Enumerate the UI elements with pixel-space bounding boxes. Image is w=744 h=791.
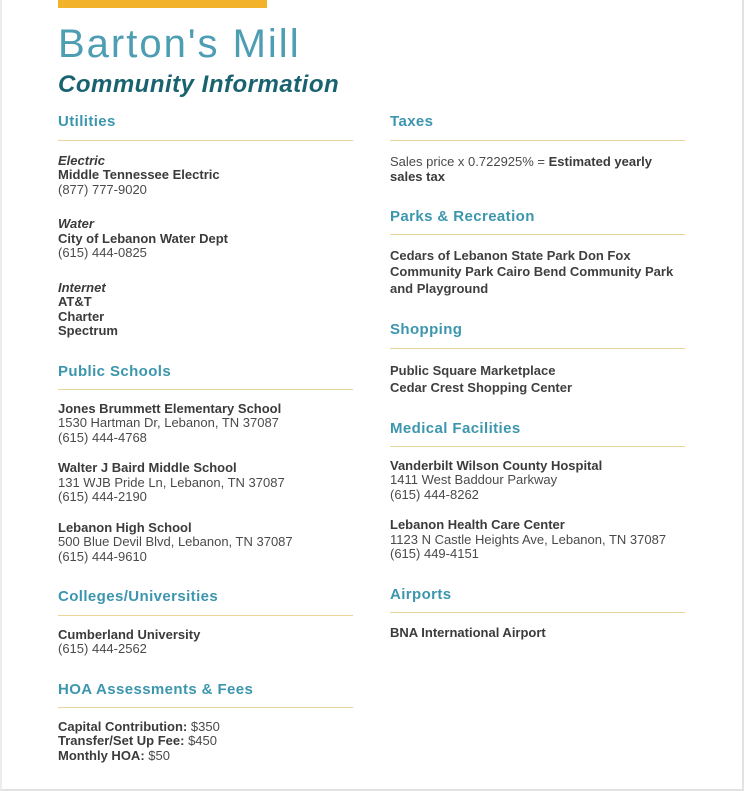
college-phone: (615) 444-2562 (58, 641, 147, 657)
fee-value: $450 (188, 733, 217, 749)
heading-airports: Airports (390, 585, 452, 603)
heading-colleges: Colleges/Universities (58, 588, 219, 606)
section-taxes (390, 113, 685, 183)
utility-label-electric: Electric (58, 152, 105, 168)
page-title: Barton's Mill (58, 22, 301, 66)
section-divider (58, 707, 353, 708)
section-divider (58, 615, 353, 616)
fee-label: Transfer/Set Up Fee: (58, 733, 185, 749)
utility-provider-water: City of Lebanon Water Dept (58, 230, 228, 246)
heading-shopping: Shopping (390, 321, 463, 339)
left-column (58, 113, 353, 763)
hoa-fee-list (58, 720, 353, 764)
tax-formula (390, 154, 685, 184)
section-divider (58, 389, 353, 390)
heading-medical: Medical Facilities (390, 419, 521, 437)
parks-line: Community Park Cairo Bend Community Park (390, 264, 674, 280)
medical-address: 1411 West Baddour Parkway (390, 472, 558, 488)
fee-label: Monthly HOA: (58, 747, 145, 763)
fee-label: Capital Contribution: (58, 718, 188, 734)
heading-public-schools: Public Schools (58, 362, 172, 380)
utility-electric (58, 154, 353, 198)
heading-utilities: Utilities (58, 113, 116, 131)
parks-list (390, 248, 685, 298)
heading-taxes: Taxes (390, 113, 434, 131)
section-shopping (390, 321, 685, 395)
school-entry (58, 521, 353, 565)
medical-phone: (615) 444-8262 (390, 486, 479, 502)
internet-provider: Spectrum (58, 323, 118, 339)
utility-provider-electric: Middle Tennessee Electric (58, 167, 220, 183)
section-utilities (58, 113, 353, 338)
section-hoa-fees (58, 681, 353, 764)
section-airports (390, 586, 685, 641)
college-entry (58, 628, 353, 657)
utility-phone-electric: (877) 777-9020 (58, 181, 147, 197)
accent-bar (58, 0, 267, 8)
section-divider (390, 612, 685, 613)
medical-entry (390, 459, 685, 503)
hoa-fee-row (58, 720, 353, 735)
airport-list (390, 626, 685, 641)
section-divider (58, 140, 353, 141)
utility-water (58, 217, 353, 261)
school-address: 1530 Hartman Dr, Lebanon, TN 37087 (58, 415, 279, 431)
heading-hoa-fees: HOA Assessments & Fees (58, 680, 254, 698)
fee-value: $350 (190, 718, 220, 734)
school-name: Jones Brummett Elementary School (58, 400, 282, 416)
school-entry (58, 461, 353, 505)
page-header (58, 22, 742, 98)
internet-provider: Charter (58, 308, 105, 324)
college-name: Cumberland University (58, 626, 201, 642)
medical-name: Vanderbilt Wilson County Hospital (390, 457, 603, 473)
shopping-item: Public Square Marketplace (390, 362, 556, 378)
utility-label-internet: Internet (58, 279, 106, 295)
shopping-list (390, 362, 685, 396)
section-divider (390, 446, 685, 447)
parks-line: and Playground (390, 280, 489, 296)
school-phone: (615) 444-2190 (58, 489, 147, 505)
section-divider (390, 140, 685, 141)
heading-parks: Parks & Recreation (390, 207, 535, 225)
school-entry (58, 402, 353, 446)
tax-formula-result: Estimated yearly sales tax (390, 153, 652, 184)
school-phone: (615) 444-4768 (58, 429, 147, 445)
medical-name: Lebanon Health Care Center (390, 517, 565, 533)
school-phone: (615) 444-9610 (58, 548, 147, 564)
section-public-schools (58, 363, 353, 565)
utility-label-water: Water (58, 216, 94, 232)
airport-item: BNA International Airport (390, 625, 546, 641)
fee-value: $50 (148, 747, 170, 763)
school-name: Lebanon High School (58, 519, 192, 535)
medical-address: 1123 N Castle Heights Ave, Lebanon, TN 37087 (390, 531, 667, 547)
school-name: Walter J Baird Middle School (58, 460, 237, 476)
internet-provider: AT&T (58, 294, 92, 310)
medical-phone: (615) 449-4151 (390, 546, 479, 562)
section-colleges (58, 588, 353, 656)
school-address: 131 WJB Pride Ln, Lebanon, TN 37087 (58, 474, 285, 490)
section-parks (390, 208, 685, 298)
right-column (390, 113, 685, 763)
utility-phone-water: (615) 444-0825 (58, 245, 147, 261)
medical-entry (390, 518, 685, 562)
shopping-item: Cedar Crest Shopping Center (390, 379, 573, 395)
section-divider (390, 234, 685, 235)
utility-internet (58, 281, 353, 339)
school-address: 500 Blue Devil Blvd, Lebanon, TN 37087 (58, 534, 293, 550)
parks-line: Cedars of Lebanon State Park Don Fox (390, 247, 631, 263)
hoa-fee-row (58, 734, 353, 749)
page-subtitle: Community Information (58, 71, 340, 98)
hoa-fee-row (58, 749, 353, 764)
section-medical (390, 420, 685, 562)
tax-formula-prefix: Sales price x 0.722925% = (390, 153, 549, 169)
content-columns (58, 113, 683, 763)
section-divider (390, 348, 685, 349)
